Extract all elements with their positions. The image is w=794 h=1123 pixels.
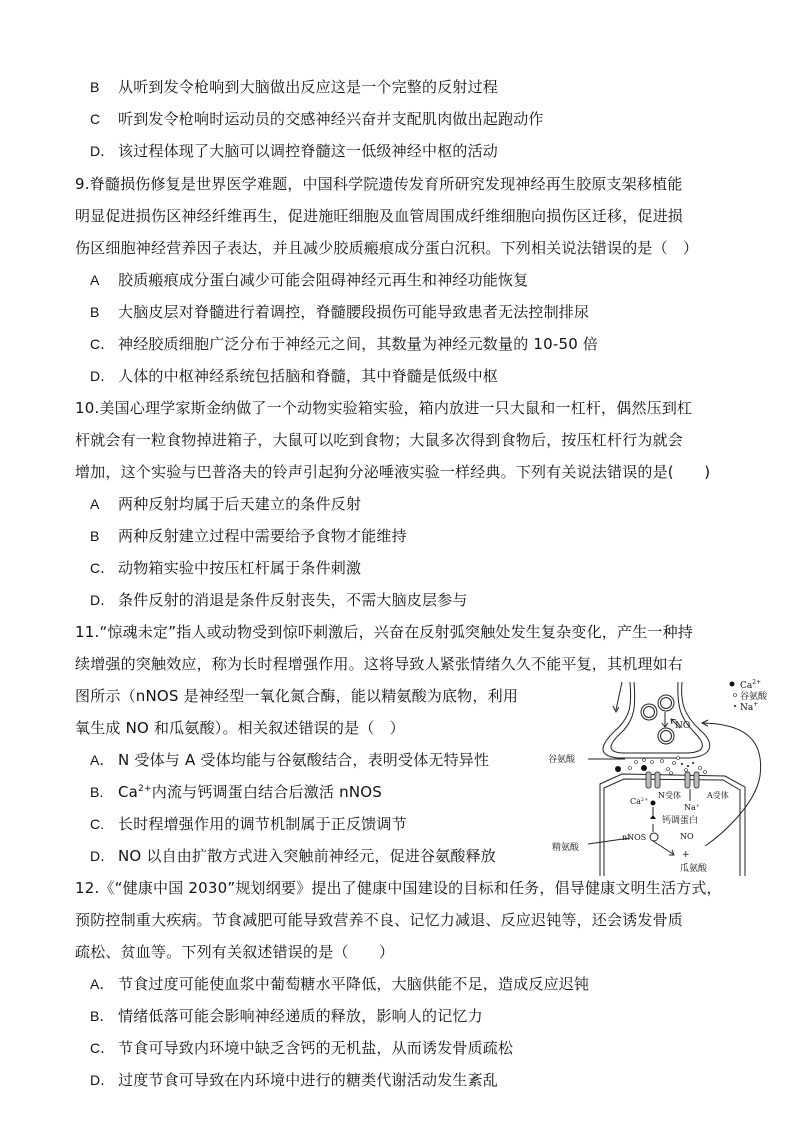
q10-stem-line-1: 10.美国心理学家斯金纳做了一个动物实验箱实验，箱内放进一只大鼠和一杠杆，偶然压到杠 (75, 399, 693, 417)
option-text: 节食过度可能使血浆中葡萄糖水平降低，大脑供能不足，造成反应迟钝 (118, 975, 590, 993)
a-receptor-icon (685, 772, 690, 788)
option-label: D． (90, 592, 115, 608)
label-glutamate: 谷氨酸 (548, 755, 576, 765)
q8-option-b (90, 77, 498, 97)
q8-option-d (90, 141, 498, 161)
option-label: D． (90, 848, 115, 864)
option-text: 情绪低落可能会影响神经递质的释放，影响人的记忆力 (118, 1007, 483, 1025)
q9-stem-line-1: 9.脊髓损伤修复是世界医学难题，中国科学院遗传发育所研究发现神经再生胶原支架移植能 (75, 175, 683, 193)
q12-stem-line-1: 12.《“健康中国 2030”规划纲要》提出了健康中国建设的目标和任务，倡导健康文明生活方式， (75, 879, 722, 897)
option-text: 神经胶质细胞广泛分布于神经元之间，其数量为神经元数量的 10-50 倍 (118, 335, 599, 353)
q12-option-c (90, 1038, 513, 1058)
q11-stem-line-3: 图所示（nNOS 是神经型一氧化氮合酶，能以精氨酸为底物，利用 (75, 687, 519, 705)
option-label: A (90, 272, 100, 288)
q10-stem-line-3: 增加，这个实验与巴普洛夫的铃声引起狗分泌唾液实验一样经典。下列有关说法错误的是( ) (75, 463, 711, 481)
q9-stem-line-2: 明显促进损伤区神经纤维再生，促进施旺细胞及血管周围成纤维细胞向损伤区迁移，促进损 (75, 207, 684, 225)
q9-option-b (90, 302, 589, 322)
option-text: 人体的中枢神经系统包括脑和脊髓，其中脊髓是低级中枢 (118, 367, 499, 385)
label-no-bottom: NO (680, 832, 694, 841)
q10-option-a (90, 494, 361, 514)
legend-na: Na+ (740, 701, 759, 713)
option-text: 大脑皮层对脊髓进行着调控，脊髓腰段损伤可能导致患者无法控制排尿 (118, 303, 590, 321)
label-no-top: NO (675, 721, 691, 731)
q12-stem-line-2: 预防控制重大疾病。节食减肥可能导致营养不良、记忆力减退、反应迟钝等，还会诱发骨质 (75, 911, 684, 929)
label-ca-inside: $Ca^{2+}$ (630, 797, 649, 806)
option-label: A (90, 496, 100, 512)
q11-option-d (90, 846, 496, 866)
signal-arrow-icon (616, 682, 622, 710)
option-label: D． (90, 1072, 115, 1088)
q9-stem-line-3: 伤区细胞神经营养因子表达，并且减少胶质瘢痕成分蛋白沉积。下列相关说法错误的是（ ） (75, 239, 699, 257)
option-text: 条件反射的消退是条件反射丧失，不需大脑皮层参与 (118, 591, 468, 609)
q12-option-a (90, 974, 589, 994)
option-text: 动物箱实验中按压杠杆属于条件刺激 (118, 559, 362, 577)
q10-option-c (90, 558, 361, 578)
option-text-rest: 内流与钙调蛋白结合后激活 nNOS (151, 783, 382, 801)
option-text: 节食可导致内环境中缺乏含钙的无机盐，从而诱发骨质疏松 (118, 1039, 514, 1057)
q11-option-c (90, 814, 407, 834)
q10-stem-line-2: 杆就会有一粒食物掉进箱子，大鼠可以吃到食物；大鼠多次得到食物后，按压杠杆行为就会 (75, 431, 684, 449)
option-label: C． (90, 1040, 115, 1056)
q11-stem-line-4: 氧生成 NO 和瓜氨酸）。相关叙述错误的是（ ） (75, 719, 405, 737)
q10-option-d (90, 590, 468, 610)
option-text: 两种反射建立过程中需要给予食物才能维持 (118, 527, 407, 545)
ca-charge: 2+ (138, 784, 152, 794)
option-label: B (90, 79, 100, 95)
label-a-receptor: A受体 (707, 791, 729, 800)
option-text: 该过程体现了大脑可以调控脊髓这一低级神经中枢的活动 (118, 142, 499, 160)
n-receptor-icon (646, 772, 651, 788)
option-text (118, 783, 382, 801)
option-text: 长时程增强作用的调节机制属于正反馈调节 (118, 815, 407, 833)
label-plus: + (682, 850, 690, 860)
option-label: B. (90, 784, 104, 800)
q9-option-a (90, 270, 528, 290)
q12-option-d (90, 1070, 498, 1090)
option-text: 从听到发令枪响到大脑做出反应这是一个完整的反射过程 (118, 78, 499, 96)
label-n-receptor: N受体 (658, 791, 681, 800)
option-label: A． (90, 752, 114, 768)
q9-option-d (90, 366, 498, 386)
option-label: A． (90, 976, 114, 992)
option-label: D． (90, 143, 115, 159)
q8-option-c (90, 109, 544, 129)
option-label: C. (90, 816, 105, 832)
q12-option-b (90, 1006, 483, 1026)
label-arginine: 精氨酸 (552, 843, 580, 853)
legend-ca: $Ca^{2+}$ (740, 679, 762, 691)
option-text: NO 以自由扩散方式进入突触前神经元，促进谷氨酸释放 (118, 847, 496, 865)
synapse-diagram (540, 676, 775, 876)
q9-option-c (90, 334, 598, 354)
q10-option-b (90, 526, 407, 546)
q11-option-a (90, 750, 489, 770)
label-calmodulin: 钙调蛋白 (662, 816, 699, 826)
option-label: C． (90, 560, 115, 576)
legend-glutamate: 谷氨酸 (740, 692, 768, 702)
option-label: C． (90, 336, 115, 352)
option-label: D． (90, 368, 115, 384)
q11-stem-line-1: 11.“惊魂未定”指人或动物受到惊吓刺激后，兴奋在反射弧突触处发生复杂变化，产生一种持 (75, 623, 694, 641)
label-citrulline: 瓜氨酸 (680, 864, 708, 874)
option-label: B． (90, 1008, 114, 1024)
option-label: B (90, 528, 100, 544)
ca-text: Ca (118, 783, 139, 801)
label-nnos: nNOS (622, 833, 647, 842)
option-text: 胶质瘢痕成分蛋白减少可能会阻碍神经元再生和神经功能恢复 (118, 271, 529, 289)
option-label: C (90, 111, 101, 127)
label-na-inside: Na+ (684, 803, 700, 812)
option-text: 过度节食可导致在内环境中进行的糖类代谢活动发生紊乱 (118, 1071, 499, 1089)
q12-stem-line-3: 疏松、贫血等。下列有关叙述错误的是（ ） (75, 943, 395, 961)
option-label: B (90, 304, 100, 320)
option-text: 听到发令枪响时运动员的交感神经兴奋并支配肌肉做出起跑动作 (118, 110, 544, 128)
q11-stem-line-2: 续增强的突触效应，称为长时程增强作用。这将导致人紧张情绪久久不能平复，其机理如右 (75, 655, 684, 673)
option-text: N 受体与 A 受体均能与谷氨酸结合，表明受体无特异性 (118, 751, 490, 769)
option-text: 两种反射均属于后天建立的条件反射 (118, 495, 362, 513)
q11-option-b (90, 782, 382, 802)
